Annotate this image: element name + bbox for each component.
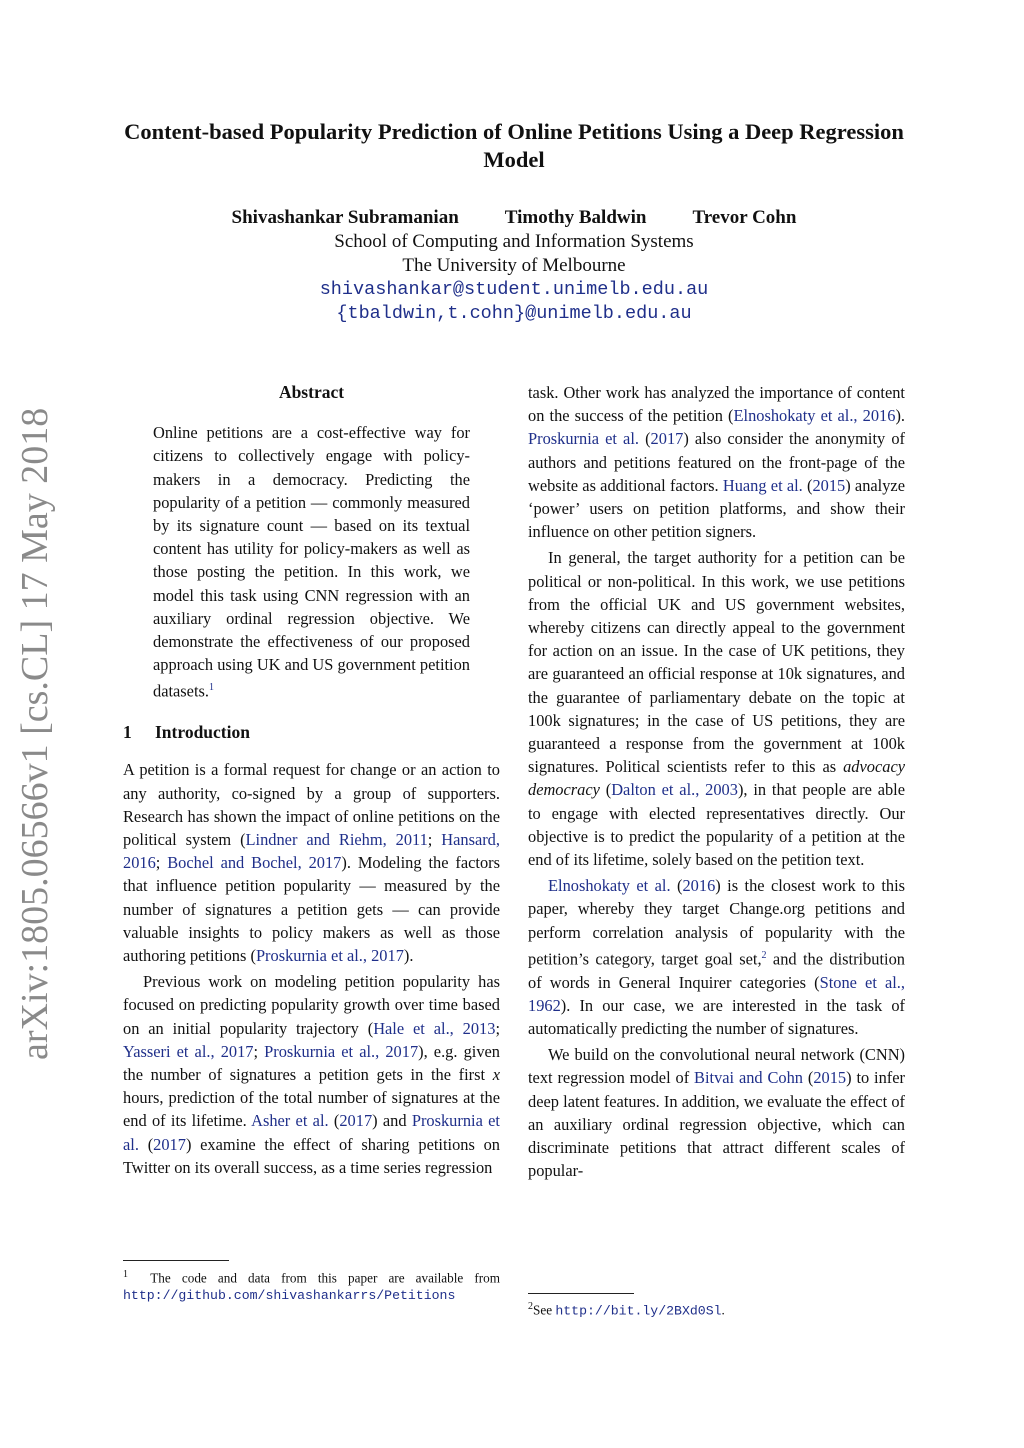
text-run: ) to infer deep latent features. In addition, we evaluate the effect of an auxiliary ordinal regression objective, which can discriminate petitions that attract different scales of popular- [528,1068,905,1181]
emphasis-text: advocacy democracy [528,757,905,800]
text-run: ; [427,829,442,849]
text-run: ) analyze ‘power’ users on petition platforms, and show their influence on other petition signers. [528,475,905,542]
author-block [120,206,908,326]
footnote-mark: 2 [528,1301,533,1312]
footnote-rule [528,1293,634,1294]
citation-link[interactable]: Proskurnia et al., 2017 [255,945,404,965]
text-run: ) is the closest work to this paper, whereby they target Change.org petitions and perform correlation analysis of popularity with the petition’s category, target goal set, [528,876,906,969]
abstract-text: Online petitions are a cost-effective way for citizens to collectively engage with policy-makers in a democracy. Predicting the popularity of a petition — commonly measured by its signature count — based on its textual content has utility for policy-makers as well as those posting the petition. In this work, we model this task using CNN regression with an auxiliary ordinal regression objective. We demonstrate the effectiveness of our proposed approach using UK and US government petition datasets. [153,423,470,701]
left-column [123,381,500,1179]
citation-link[interactable]: 2015 [813,1068,847,1088]
footnote-url[interactable]: http://github.com/shivashankarrs/Petitions [123,1288,456,1304]
text-run: ), in that people are able to engage with elected representatives directly. Our objective is to predict the popularity of a petition at the end of its lifetime, solely based on the petition text. [528,780,905,870]
author-name: Timothy Baldwin [504,207,647,228]
text-run: In general, the target authority for a petition can be political or non-political. In this work, we use petitions from the official UK and US government websites, whereby citizens can directly appeal to the government for action on an issue. In the case of UK petitions, they are guaranteed an official response at 10k signatures, and the guarantee of parliamentary debate on the topic at 100k signatures; in the case of US petitions, they are guaranteed a response from the government at 100k signatures. Political scientists refer to this as [528,548,905,777]
paragraph [123,970,500,1179]
citation-link[interactable]: Elnoshokaty et al. [548,876,671,896]
citation-link[interactable]: 2017 [650,429,684,449]
text-run: task. Other work has analyzed the importance of content on the success of the petition ( [528,383,905,426]
footnote-rule [123,1260,229,1261]
text-run: ). [895,406,905,426]
email-line[interactable]: shivashankar@student.unimelb.edu.au [319,279,709,300]
citation-link[interactable]: 2017 [153,1134,186,1154]
footnote-ref[interactable]: 2 [761,949,767,961]
citation-link[interactable]: Hale et al., 2013 [373,1018,496,1038]
citation-link[interactable]: Dalton et al., 2003 [611,780,738,800]
text-run: ( [328,1111,340,1131]
text-run: ( [599,780,612,800]
text-run: ( [638,429,651,449]
citation-link[interactable]: Huang et al. [722,475,803,495]
text-run: ; [495,1018,500,1038]
text-run: ( [802,475,813,495]
citation-link[interactable]: Stone et al., 1962 [528,972,905,1015]
abstract-heading: Abstract [278,382,345,402]
text-run: hours, prediction of the total number of signatures at the end of its lifetime. [123,1088,500,1131]
text-run: ( [138,1134,154,1154]
math-variable: x [492,1064,500,1084]
footnote-url[interactable]: http://bit.ly/2BXd0Sl [555,1303,722,1319]
author-name: Trevor Cohn [692,207,797,228]
paragraph [528,1043,905,1182]
citation-link[interactable]: Proskurnia et al. [528,429,639,449]
paragraph [528,381,905,543]
right-column [528,381,905,1182]
footnote-text [123,1266,500,1304]
text-run: ; [155,853,168,873]
citation-link[interactable]: Asher et al. [251,1111,329,1131]
citation-link[interactable]: 2017 [339,1111,373,1131]
text-run: ( [670,876,683,896]
section-heading [123,721,500,744]
affiliation-line: The University of Melbourne [402,255,626,276]
text-run: The code and data from this paper are available from [150,1270,501,1286]
footnote-text [528,1298,905,1319]
footnote-2 [528,1293,905,1319]
affiliation-line: School of Computing and Information Systems [334,231,694,252]
citation-link[interactable]: Elnoshokaty et al., 2016 [733,406,896,426]
text-run: ). Modeling the factors that influence petition popularity — measured by the number of signatures a petition gets — can provide valuable insights to policy makers as well as those authoring petitions ( [123,853,500,965]
section-number: 1 [123,722,132,743]
text-run: ) examine the effect of sharing petitions on Twitter on its overall success, as a time series regression [123,1134,500,1177]
arxiv-stamp: arXiv:1805.06566v1 [cs.CL] 17 May 2018 [14,407,56,1060]
citation-link[interactable]: 2016 [682,876,716,896]
text-run: ), e.g. given the number of signatures a petition gets in the first [123,1041,500,1084]
text-run: We build on the convolutional neural network (CNN) text regression model of [528,1045,905,1088]
paragraph [123,758,500,967]
abstract-body [153,421,470,703]
text-run: and the distribution of words in General Inquirer categories ( [528,949,905,992]
paper-title: Content-based Popularity Prediction of Online Petitions Using a Deep Regression Model [124,119,904,172]
footnote-mark: 1 [123,1269,128,1280]
paragraph [528,546,905,871]
citation-link[interactable]: Yasseri et al., 2017 [123,1041,254,1061]
footnote-1 [123,1260,500,1304]
citation-link[interactable]: 2015 [812,475,846,495]
citation-link[interactable]: Hansard, 2016 [123,829,500,873]
citation-link[interactable]: Proskurnia et al., 2017 [264,1041,419,1061]
citation-link[interactable]: Proskurnia et al. [123,1111,500,1154]
citation-link[interactable]: Bochel and Bochel, 2017 [167,853,342,873]
section-title: Introduction [155,722,250,743]
text-run: Previous work on modeling petition popularity has focused on predicting popularity growth over time based on an initial popularity trajectory ( [123,972,500,1038]
author-name: Shivashankar Subramanian [231,207,459,228]
text-run: A petition is a formal request for change or an action to any authority, co-signed by a group of supporters. Research has shown the impact of online petitions on the political system ( [123,760,500,849]
text-run: ). In our case, we are interested in the task of automatically predicting the number of signatures. [528,995,905,1038]
text-run: ) and [372,1111,412,1131]
author-names [120,206,908,230]
citation-link[interactable]: Lindner and Riehm, 2011 [245,829,428,849]
paragraph [528,874,905,1040]
text-run: ( [803,1068,814,1088]
email-line[interactable]: {tbaldwin,t.cohn}@unimelb.edu.au [336,303,692,324]
text-run: See [533,1302,556,1318]
text-run: ; [253,1041,265,1061]
text-run: . [721,1302,725,1318]
citation-link[interactable]: Bitvai and Cohn [694,1068,804,1088]
text-run: ) also consider the anonymity of authors and petitions featured on the front-page of the website as additional factors. [528,429,905,495]
text-run: ). [403,945,414,965]
footnote-ref[interactable]: 1 [208,682,214,694]
